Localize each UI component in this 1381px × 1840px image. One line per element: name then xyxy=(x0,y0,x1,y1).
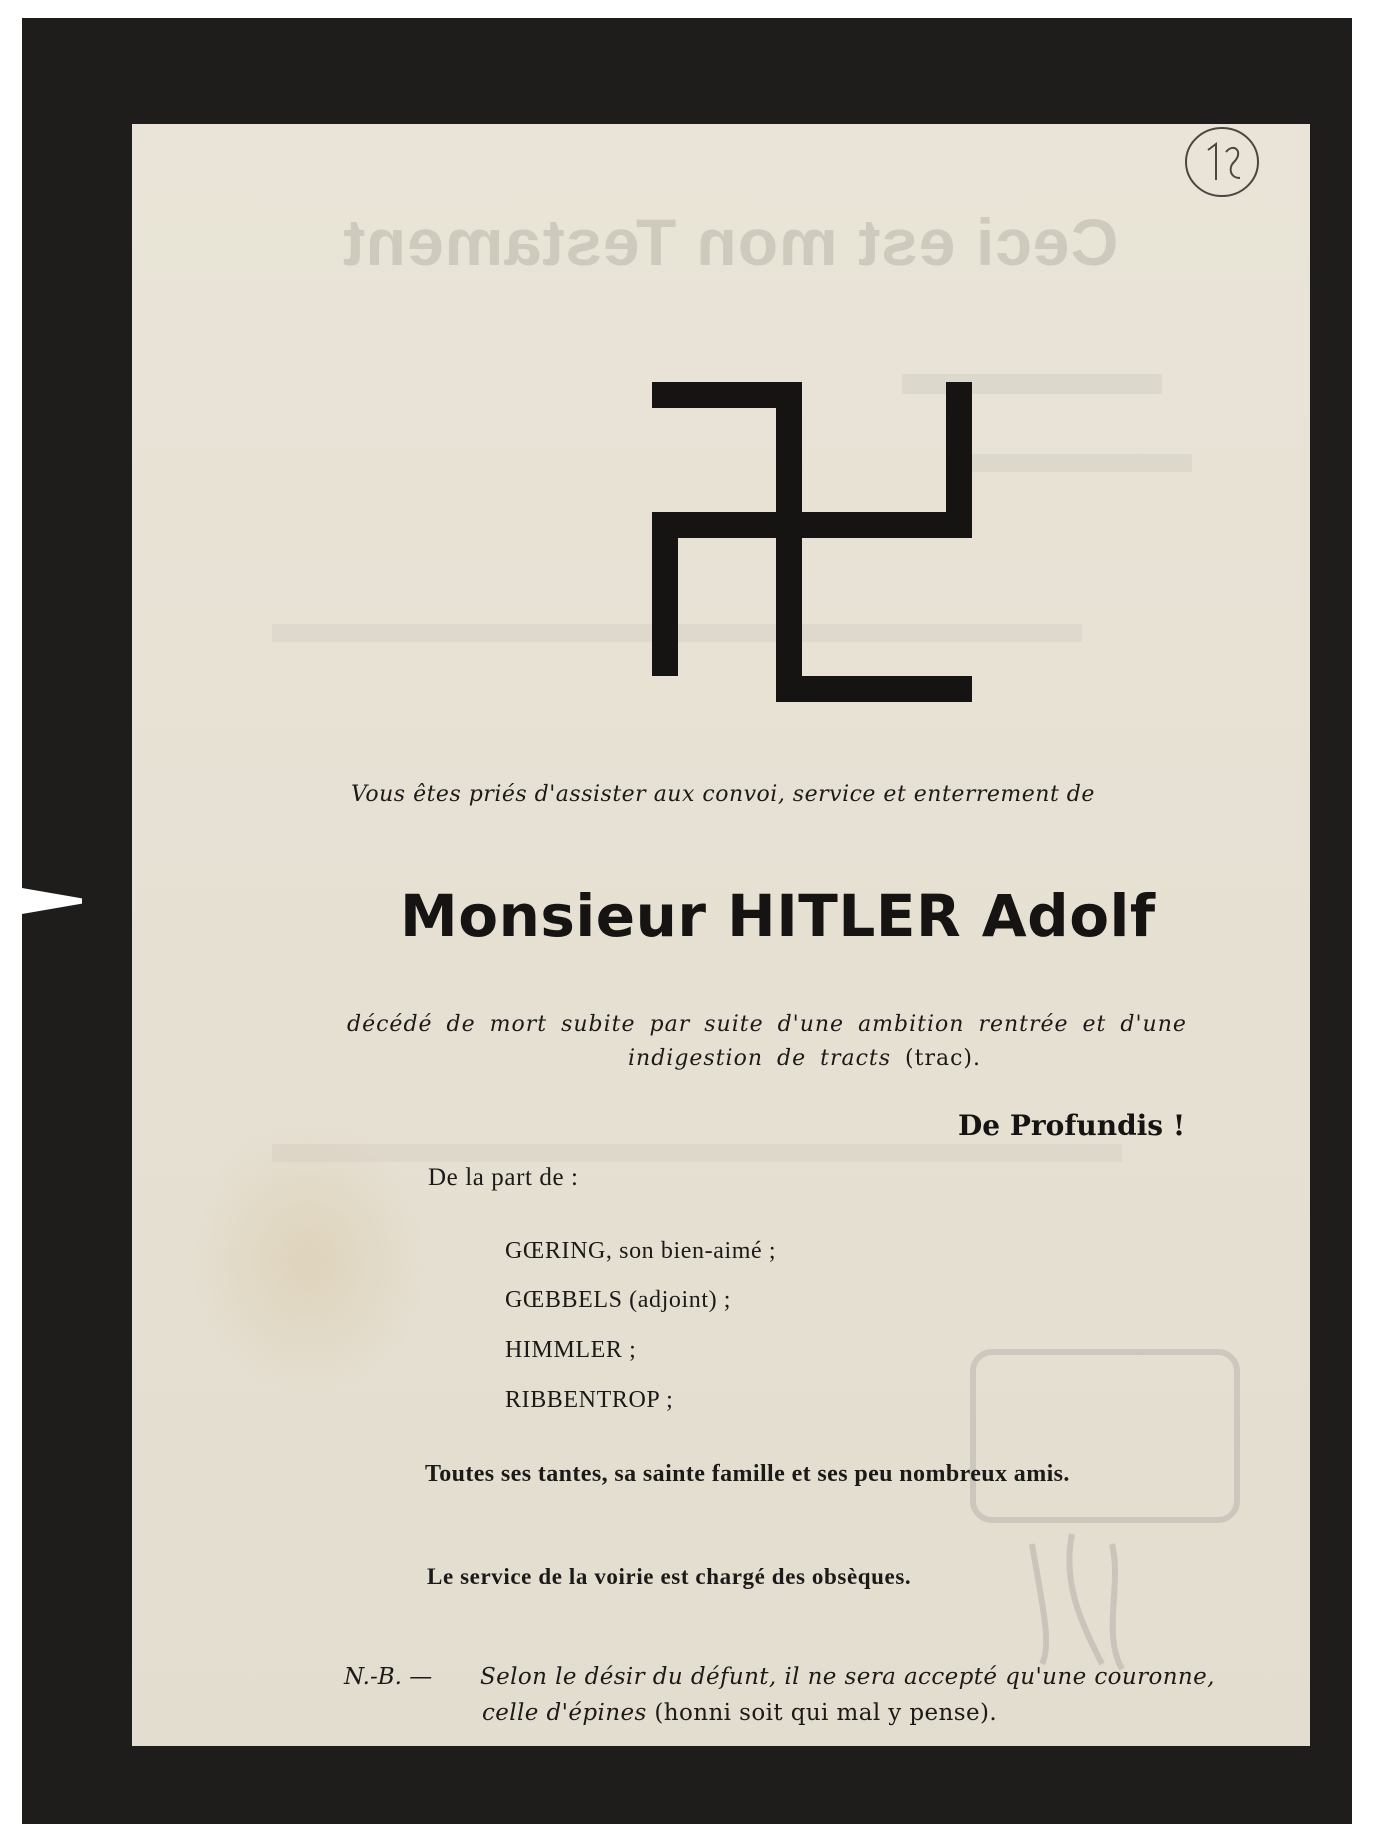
from-label: De la part de : xyxy=(428,1164,579,1191)
show-through-text xyxy=(272,1144,1122,1162)
nb-label: N.-B. — xyxy=(344,1664,433,1690)
closing-prayer: De Profundis ! xyxy=(958,1109,1186,1142)
cause-line-2-plain: (trac). xyxy=(905,1046,981,1071)
cause-line-1: décédé de mort subite par suite d'une ambition rentrée et d'une xyxy=(347,1012,1187,1037)
mourner-item: GŒBBELS (adjoint) ; xyxy=(505,1287,732,1313)
cause-line-2 xyxy=(628,1046,981,1071)
nb-line-1: Selon le désir du défunt, il ne sera accepté qu'une couronne, xyxy=(480,1664,1215,1690)
paper-sheet xyxy=(132,124,1310,1746)
mourner-item: RIBBENTROP ; xyxy=(505,1387,674,1413)
cause-line-2-italic: indigestion de tracts xyxy=(628,1046,892,1071)
family-line: Toutes ses tantes, sa sainte famille et ses peu nombreux amis. xyxy=(425,1461,1070,1487)
faint-stamp xyxy=(970,1349,1240,1523)
nb-line-2 xyxy=(482,1700,997,1726)
show-through-title: Ceci est mon Testament xyxy=(342,205,1119,279)
invitation-line: Vous êtes priés d'assister aux convoi, service et enterrement de xyxy=(351,782,1095,807)
faint-monogram xyxy=(1012,1524,1152,1674)
nb-line-2-plain: (honni soit qui mal y pense). xyxy=(654,1700,998,1726)
torn-edge xyxy=(22,888,82,914)
funeral-service-line: Le service de la voirie est chargé des obsèques. xyxy=(427,1564,912,1589)
nb-line-2-italic: celle d'épines xyxy=(482,1700,647,1726)
deceased-name: Monsieur HITLER Adolf xyxy=(400,882,1156,950)
show-through-text xyxy=(952,454,1192,472)
black-emblem xyxy=(652,382,972,702)
mourning-border xyxy=(22,18,1352,1824)
mourner-item: GŒRING, son bien-aimé ; xyxy=(505,1238,777,1264)
mourner-item: HIMMLER ; xyxy=(505,1337,637,1363)
archive-number-circle xyxy=(1182,122,1262,202)
